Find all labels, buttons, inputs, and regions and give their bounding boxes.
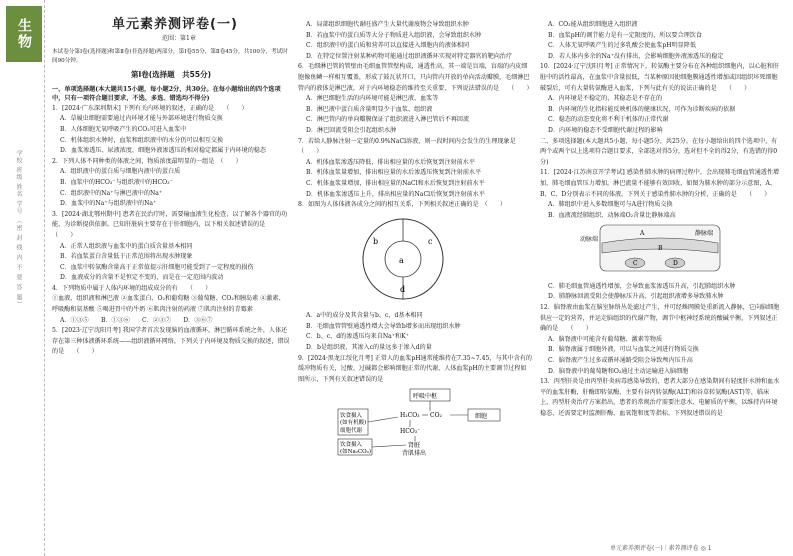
answer-option: C．脑脊液产生过多或循环通路受阻会导致颅内压升高 xyxy=(548,357,693,365)
answer-option: D．血浆渗透压、尿液浓度、细胞外液渗透压的相对稳定都属于内环境的稳态 xyxy=(60,147,266,155)
answer-option: B．毛细血管管壁通透性增大会导致b增多而出现组织水肿 xyxy=(306,322,461,330)
answer-option: C．机体组织水肿时，血浆和组织液中的水分仍可以相互交换 xyxy=(60,136,224,144)
flow-node-2: H₂CO₃ xyxy=(400,412,420,420)
circle-label-b: b xyxy=(373,236,379,246)
column-2 xyxy=(298,20,532,464)
question-text: 二、多项选择题(本大题共5小题，每小题5分，共25分。在每小题给出的四个选项中，有两个或两个以上选项符合题目要求，全部选对得5分，选对但不全的得2分，有选错的得0分) xyxy=(540,137,778,166)
lung-label-b: B xyxy=(658,245,663,253)
lung-label-vein: 静脉端 xyxy=(695,230,714,238)
answer-option: A．脑脊液中可能含有葡萄糖、激素等物质 xyxy=(548,335,663,343)
answer-option: D．肺静脉回流受阻会使静脉压升高，引起组织液增多导致肺水肿 xyxy=(548,293,724,301)
answer-option: A．机体血浆渗透压降低，排出相应量的水后恢复到注射前水平 xyxy=(306,158,475,166)
answer-option: D．脑脊液中的葡萄糖和O₂通过主动运输进入脑细胞 xyxy=(548,367,689,375)
answer-option: D．血浆中的Na⁺与组织液中的Na⁺ xyxy=(60,200,157,208)
section-heading: 一、单项选择题(本大题共15小题，每小题2分，共30分。在每小题给出的四个选项中，只有一项符合题目要求，不选、多选、错选均不得分) xyxy=(52,85,281,103)
student-info-strip: 学校 班级 姓名 学号 （密 封 线 内 不 要 答 题） xyxy=(15,150,22,308)
lung-label-a: A xyxy=(640,230,645,238)
body-fluid-diagram xyxy=(348,214,532,309)
answer-option: D．在特定位置注射某种药物可能通过组织液循环实现对特定器官的靶向治疗 xyxy=(306,52,512,60)
answer-option: D．内环境的稳态不受细胞代谢过程的影响 xyxy=(548,126,663,134)
answer-option: C．组织液中的Na⁺与淋巴液中的Na⁺ xyxy=(60,189,163,197)
question-text: 4．下列物质中属于人体内环境的组成成分的有 （ ） xyxy=(52,284,212,292)
flow-node-9: 饮食摄入 xyxy=(340,442,363,449)
flow-node-4: CO₂ xyxy=(430,412,442,420)
ph-regulation-diagram xyxy=(300,387,532,462)
answer-option: B．人体细胞无氧呼吸产生的CO₂可进入血浆中 xyxy=(60,125,187,133)
question-text: 6．毛细淋巴管的管壁由毛细血管管壁构成，通透性高，其一端是盲端，盲端的内皮细胞像鱼鳞一样相互覆盖，形成了鼓瓦状开口，只向管内开放的单向活动瓣膜，毛细淋巴管内的液体是淋巴液，对于内环境稳态的维持至关重要，下列说法错误的是 （ ） xyxy=(298,63,533,92)
answer-option: D．b是组织液，其渗入c的量远多于渗入d的量 xyxy=(306,344,432,352)
lung-label-artery: 动脉端 xyxy=(580,236,599,244)
page-footer: 单元素养测评卷(一)｜素养测评卷 ◎ 1 xyxy=(610,545,712,552)
answer-option: A．a中的成分及其含量与b、c、d基本相同 xyxy=(306,312,423,320)
answer-option: A．草履虫细胞需要通过内环境才能与外部环境进行物质交换 xyxy=(60,115,223,123)
answer-option: A．CO₂能从组织细胞进入组织液 xyxy=(548,21,638,28)
flow-node-3: HCO₃⁻ xyxy=(400,428,421,436)
answer-option: B．淋巴液中蛋白质含量明显少于血浆、组织液 xyxy=(306,105,433,113)
question-text: 7．若给人静脉注射一定量的0.9%NaCl溶液，则一段时间内会发生的生理现象是 （ ） xyxy=(298,137,528,156)
flow-node-10: (如Na₂CO₃) xyxy=(340,449,372,456)
page-title: 单元素养测评卷(一) xyxy=(112,17,238,32)
answer-option: A．内环境是不稳定的，其稳态是不存在的 xyxy=(548,95,663,103)
question-text: 5．[2023·辽宁沈阳月考] 我国学者首次发现脑的血液循环，淋巴循环系统之外，人体还存在第三种体液循环系统——组织液循环网络。下列关于内环境及物质交换的叙述，错误的是 （ ） xyxy=(52,327,290,356)
circle-label-c: c xyxy=(428,236,433,246)
answer-option: A．正常人组织液与血浆中的蛋白质含量基本相同 xyxy=(60,242,193,250)
question-list xyxy=(298,20,532,211)
question-list xyxy=(540,20,780,420)
flow-node-6: 饮食摄入 xyxy=(340,413,363,420)
column-1 xyxy=(52,17,290,358)
answer-option: B．若血浆蛋白含量低于正常范围将出现水肿现象 xyxy=(60,253,193,261)
answer-option: C．机体血浆量增加，排出相应量的NaCl和水后恢复到注射前水平 xyxy=(306,179,485,187)
answer-option: C．血浆中转氨酶含量高于正常值提示肝细胞可能受到了一定程度的损伤 xyxy=(60,263,254,271)
question-text: 3．[2024·湖北鄂州期中] 患者在民治疗时，需要输血液生化检查，以了解各个器官的功能，为诊断提供依据。已知肝脏病主要存在于肝细胞内，以下相关叙述错误的是 （ ） xyxy=(52,210,288,239)
question-text: 12．脑脊液由血浆在脑室脉络丛处滤过产生，并可经蛛网膜处重新流入静脉，它向脑细胞供应一定的营养，并运走脑组织的代谢产物，调节中枢神经系统的酸碱平衡，下列叙述正确的是 （ ） xyxy=(540,304,780,333)
question-text: 1．[2024·广东深圳期末] 下列有关内环境的叙述，正确的是 （ ） xyxy=(52,104,248,112)
circle-label-a: a xyxy=(399,255,404,265)
answer-option: B．内环境的生化指标能反映机体的健康状况，可作为诊断疾病的依据 xyxy=(548,105,736,113)
answer-option: A．肺组织中进入多数细胞可与A进行物质交换 xyxy=(548,201,673,209)
question-text: ①血液、组织液和淋巴液 ②血浆蛋白、O₂和葡萄糖 ③葡萄糖、CO₂和胰岛素 ④激素、呼吸酶和氨基酸 ⑤喝进胃中的牛奶 ⑥肌肉注射的药液 ⑦肌肉注射的青霉素 xyxy=(52,295,285,314)
circle-label-d: d xyxy=(400,284,406,294)
answer-option: B．机体血浆量增加，排出相应量的水后渗透压恢复到注射前水平 xyxy=(306,169,482,177)
lung-label-c: C xyxy=(633,260,638,268)
answer-option: C．人体无氧呼吸产生的过多乳酸会使血浆pH明显降低 xyxy=(548,42,696,50)
answer-option: C．组织液中的蛋白质和营养可以直接进入细胞内的液体相同 xyxy=(306,42,470,50)
answer-option: D．淋巴回流受阻会引起组织水肿 xyxy=(306,126,397,134)
lung-edema-diagram xyxy=(580,223,780,280)
question-text: 13．丙型肝炎是由丙型肝炎病毒感染导致的，患者大部分在感染期间有轻度肝水肿和血水平的血浆肝酶，肝酶即转氨酶，主要有谷丙转氨酶(ALT)和谷草转氨酶(AST)等，临床上，丙型肝炎治疗方案指出，患者的常规治疗需要注意水、电解质的平衡，以维持内环境稳态，还需要定时监测肝酶，血氧饱和度等指标，下列叙述错误的是 xyxy=(540,378,780,417)
lung-label-d: D xyxy=(673,260,678,268)
question-list xyxy=(52,104,290,358)
answer-option: B．血液流经肺组织，动脉端O₂含量比静脉端高 xyxy=(548,211,676,219)
answer-option: C．稳态的动态变化将不利于机体的正常代谢 xyxy=(548,116,669,124)
flow-node-14: 细胞 xyxy=(475,413,488,421)
answer-option: D．机体血浆渗透压上升，排出相应量的NaCl后恢复到注射前水平 xyxy=(306,190,485,198)
answer-option: C．肺毛细血管通透性增加，会导致血浆渗透压升高，引起肺组织水肿 xyxy=(548,282,736,290)
answer-option: A．淋巴细胞生活的内环境可能是淋巴液、血浆等 xyxy=(306,95,439,103)
question-text: 10．[2024·辽宁沈阳月考] 正常情况下，转氨酶主要分布在各种组织细胞内，以心脏和肝脏中的活性最高，在血浆中含量很低，当某种原因使细胞膜通透性增加或因组织坏死细胞破裂后，可有大量转氨酶进入血浆，下列与此有关的说法正确的是 （ ） xyxy=(540,63,780,92)
question-list xyxy=(298,311,532,385)
question-text: 8．如图为人体体液各成分之间的相互关系，下列相关叙述正确的是 （ ） xyxy=(298,201,507,209)
intro-text: 本试卷分第Ⅰ卷(选择题)和第Ⅱ卷(非选择题)两部分，第Ⅰ卷55分，第Ⅱ卷45分，共100分，考试时间90分钟。 xyxy=(52,49,288,65)
question-text: 9．[2024·黑龙江绥化月考] 正常人的血浆pH通常能维持在7.35~7.45，与其中含有的缓冲物质有关，过酸、过碱都会影响细胞正常的代谢，人体血浆pH的主要调节过程如图所示，下列有关叙述错误的是 xyxy=(298,354,533,383)
left-margin xyxy=(0,0,45,556)
answer-option: C．淋巴管内的单向瓣膜保证了组织液进入淋巴管后不再回流 xyxy=(306,116,470,124)
answer-option: A．组织液中的蛋白质与细胞内液中的蛋白质 xyxy=(60,168,181,176)
column-3 xyxy=(540,20,780,420)
flow-node-1: 呼吸中枢 xyxy=(413,393,438,401)
flow-node-7: (如有机酸) xyxy=(340,420,367,427)
flow-node-13: 背肌排出 xyxy=(402,450,427,458)
part-heading: 第Ⅰ卷(选择题 共55分) xyxy=(130,70,212,80)
answer-option: B．脑脊液属于细胞外液，可以与血浆之间进行物质交换 xyxy=(548,346,699,354)
subject-tab: 生物 xyxy=(6,6,42,62)
answer-option: C．b、c、d的渗透压均来自Na⁺和K⁺ xyxy=(306,333,409,341)
answer-option: A．①③⑤ B．①③⑥ C．②③⑦ D．③⑥⑦ xyxy=(60,316,213,324)
answer-option: B．血浆pH的调节能力是有一定限度的，所以要合理饮食 xyxy=(548,31,702,39)
flow-node-12: 肾脏 xyxy=(408,442,421,450)
flow-node-5: 细胞代谢 xyxy=(340,428,363,435)
answer-option: B．血浆中的HCO₃⁻与组织液中的HCO₃⁻ xyxy=(60,178,173,186)
answer-option: D．血液成分的含量不是恒定不变的，而是在一定范围内波动 xyxy=(60,274,224,282)
question-text: 2．下列人体不同种类的体液之间，物质浓度最明显的一组是 （ ） xyxy=(52,157,242,165)
scope-line: 范围：第1章 xyxy=(162,34,196,42)
answer-option: B．若血浆中的蛋白质等大分子物质进入组织液，会导致组织水肿 xyxy=(306,31,482,39)
answer-option: D．若人体内多余的Na⁺没有排出，会影响细胞外液渗透压的稳定 xyxy=(548,52,724,60)
answer-option: A．局部组织细胞代谢旺盛产生大量代谢废物会导致组织水肿 xyxy=(306,21,469,28)
question-text: 11．[2024·江苏南京开学考试] 感染性肺水肿的病理过程中，会出现肺毛细血管通透性增加，肺毛细血管压力增加，淋巴流量不能够有效回收，如图为肺水肿的部分示意图，A、B、C、D分别表示不同的体液，下列关于感染性肺水肿的分析，正确的是 （ ） xyxy=(540,169,780,198)
